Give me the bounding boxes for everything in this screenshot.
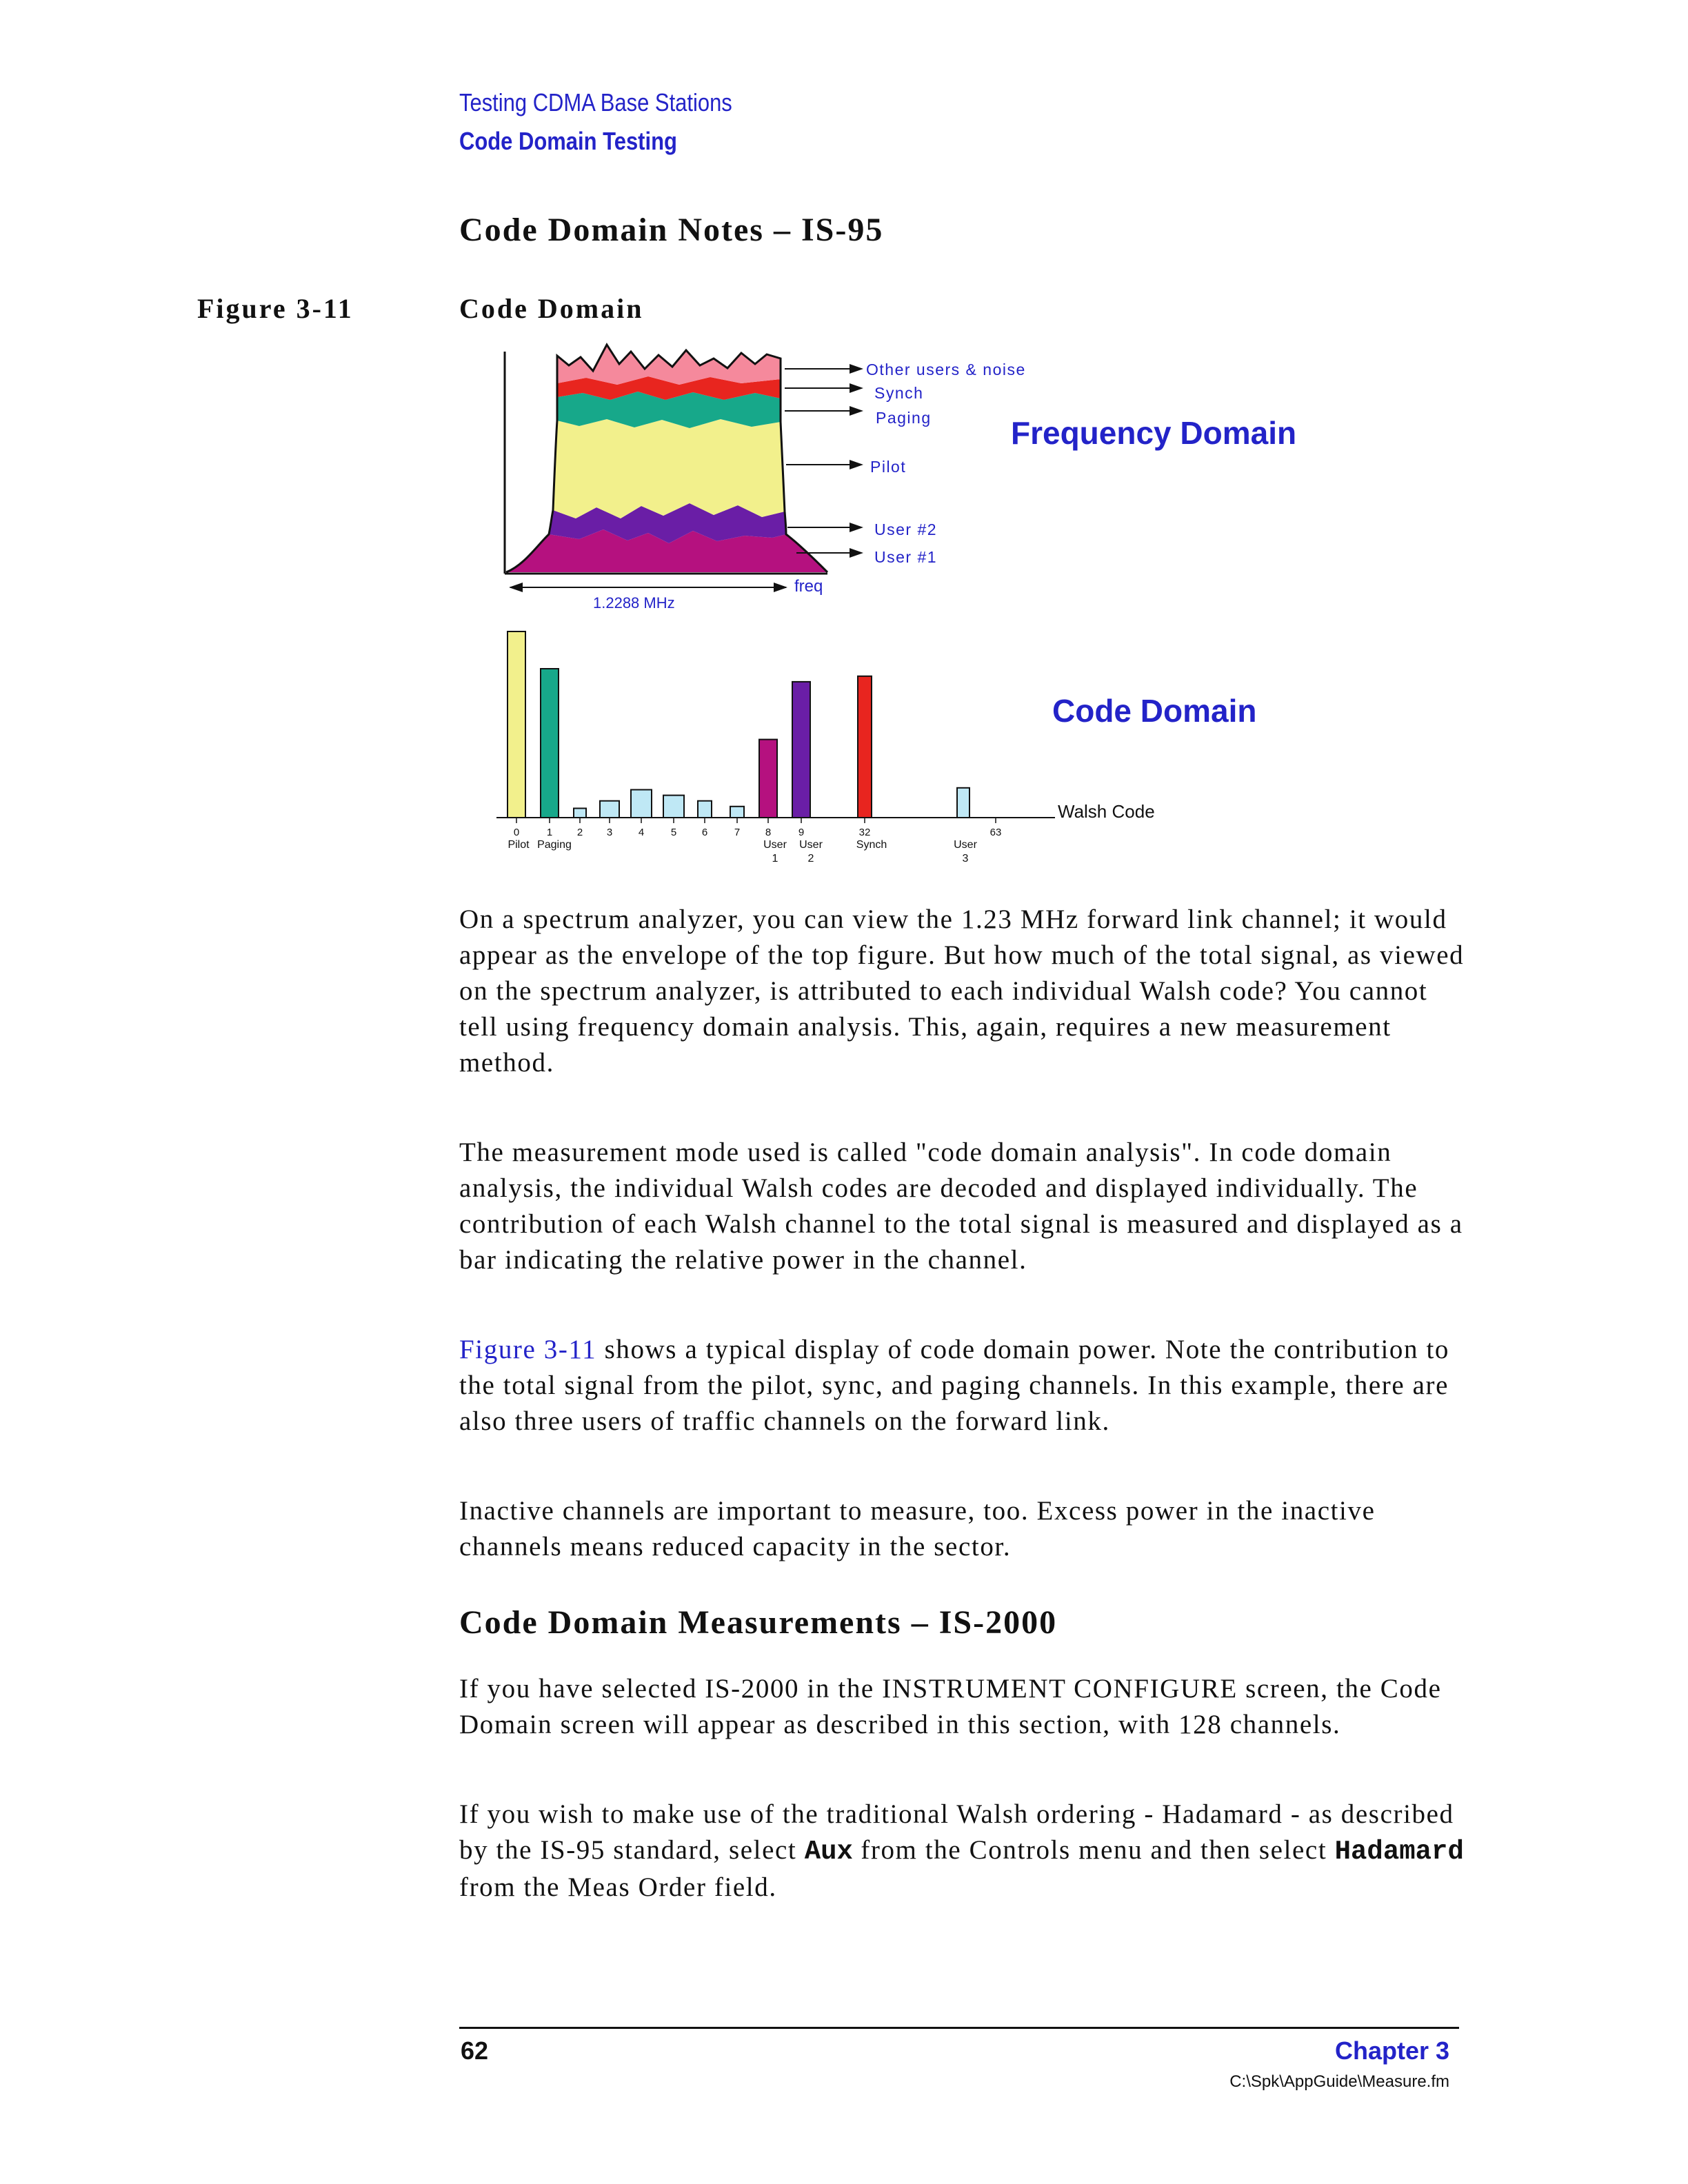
paragraph-spectrum-analyzer: On a spectrum analyzer, you can view the 1.23 MHz forward link channel; it would appear as the envelope of the top figure. But how much of the total signal, as viewed on the spectrum analyzer, is attributed to each individual Walsh code? You cannot tell using frequency domain analysis. This, again, requires a new measurement method. — [459, 904, 1465, 1078]
walsh-tick-label: 5 — [670, 827, 677, 838]
channel-label: Synch — [856, 839, 887, 851]
aux-menu-name: Aux — [804, 1837, 853, 1867]
walsh-tick-label: 4 — [638, 827, 645, 838]
paragraph-is2000-config: If you have selected IS-2000 in the INSTRUMENT CONFIGURE screen, the Code Domain screen will appear as described in this section, with 128 channels. — [459, 1674, 1442, 1739]
paragraph-inactive-channels: Inactive channels are important to measure, too. Excess power in the inactive channels means reduced capacity in the sector. — [459, 1496, 1376, 1561]
chapter-label: Chapter 3 — [1334, 2036, 1449, 2065]
bandwidth-label: 1.2288 MHz — [593, 594, 675, 611]
walsh-tick-label: 8 — [765, 827, 772, 838]
hadamard-text-c: from the Meas Order field. — [459, 1872, 777, 1902]
hadamard-text-b: from the Controls menu and then select — [852, 1835, 1335, 1865]
code-bar-walsh-2 — [574, 809, 586, 818]
figure-3-11-link[interactable]: Figure 3-11 — [459, 1335, 597, 1364]
code-domain-figure — [483, 338, 1310, 876]
channel-label: User — [799, 839, 823, 851]
code-bar-user-2 — [792, 682, 810, 818]
section-heading-is95: Code Domain Notes – IS-95 — [459, 212, 884, 248]
label-other-users-noise: Other users & noise — [866, 361, 1026, 378]
walsh-tick-label: 6 — [701, 827, 708, 838]
code-bar-walsh-4 — [631, 790, 652, 818]
channel-label: Pilot — [508, 839, 530, 851]
paragraph-figure-reference-text: shows a typical display of code domain power. Note the contribution to the total signal from the pilot, sync, and paging channels. In this example, there are also three users of traffic channels on the forward link. — [459, 1335, 1450, 1436]
running-header-subtitle: Code Domain Testing — [459, 127, 677, 155]
walsh-tick-label: 63 — [989, 827, 1002, 838]
label-user-1: User #1 — [874, 548, 938, 566]
channel-label: Paging — [537, 839, 572, 851]
code-bar-walsh-5 — [663, 796, 684, 818]
channel-label: 1 — [772, 853, 778, 865]
label-user-2: User #2 — [874, 520, 938, 538]
footer-rule — [459, 2027, 1459, 2029]
channel-label: User — [763, 839, 787, 851]
page-number: 62 — [461, 2036, 489, 2065]
freq-axis-label: freq — [794, 577, 823, 596]
walsh-tick-label: 0 — [513, 827, 520, 838]
hadamard-text-a: If you wish to make use of the traditional Walsh ordering - Hadamard - as described by the IS-95 standard, select — [459, 1799, 1454, 1865]
layer-pilot — [553, 419, 785, 518]
code-bar-walsh-7 — [730, 807, 744, 818]
walsh-tick-label: 32 — [858, 827, 871, 838]
hadamard-option-name: Hadamard — [1334, 1837, 1464, 1867]
code-bar-walsh-3 — [600, 801, 619, 818]
code-bar-user-1 — [759, 740, 777, 818]
label-synch: Synch — [874, 384, 924, 402]
frequency-domain-heading: Frequency Domain — [1011, 415, 1297, 451]
figure-number: Figure 3-11 — [197, 293, 354, 324]
paragraph-figure-reference — [459, 1332, 1466, 1439]
code-bar-pilot — [508, 631, 525, 818]
paragraph-hadamard — [459, 1797, 1466, 1905]
walsh-tick-label: 1 — [546, 827, 553, 838]
file-path: C:\Spk\AppGuide\Measure.fm — [1229, 2072, 1449, 2091]
code-bar-user-3 — [957, 788, 969, 818]
code-bar-paging — [541, 669, 559, 818]
layer-callout-arrows — [785, 364, 863, 558]
frequency-domain-plot — [505, 345, 1296, 611]
walsh-code-axis-label: Walsh Code — [1058, 801, 1155, 822]
paragraph-code-domain-analysis: The measurement mode used is called "code domain analysis". In code domain analysis, the individual Walsh codes are decoded and displayed individually. The contribution of each Walsh channel to the total signal is measured and displayed as a bar indicating the relative power in the channel. — [459, 1138, 1463, 1275]
code-domain-heading: Code Domain — [1052, 693, 1257, 729]
walsh-tick-label: 3 — [606, 827, 613, 838]
running-header-title: Testing CDMA Base Stations — [459, 88, 732, 117]
walsh-tick-label: 9 — [798, 827, 805, 838]
figure-title: Code Domain — [459, 293, 644, 324]
code-bar-synch — [858, 676, 872, 818]
channel-label: 2 — [807, 853, 814, 865]
walsh-tick-label: 7 — [734, 827, 741, 838]
section-heading-is2000: Code Domain Measurements – IS-2000 — [459, 1604, 1058, 1641]
channel-label: 3 — [962, 853, 969, 865]
label-pilot: Pilot — [870, 458, 907, 476]
walsh-tick-label: 2 — [576, 827, 583, 838]
code-domain-plot — [496, 631, 1256, 865]
label-paging: Paging — [876, 409, 932, 427]
channel-label: User — [954, 839, 977, 851]
code-bar-walsh-6 — [698, 801, 712, 818]
